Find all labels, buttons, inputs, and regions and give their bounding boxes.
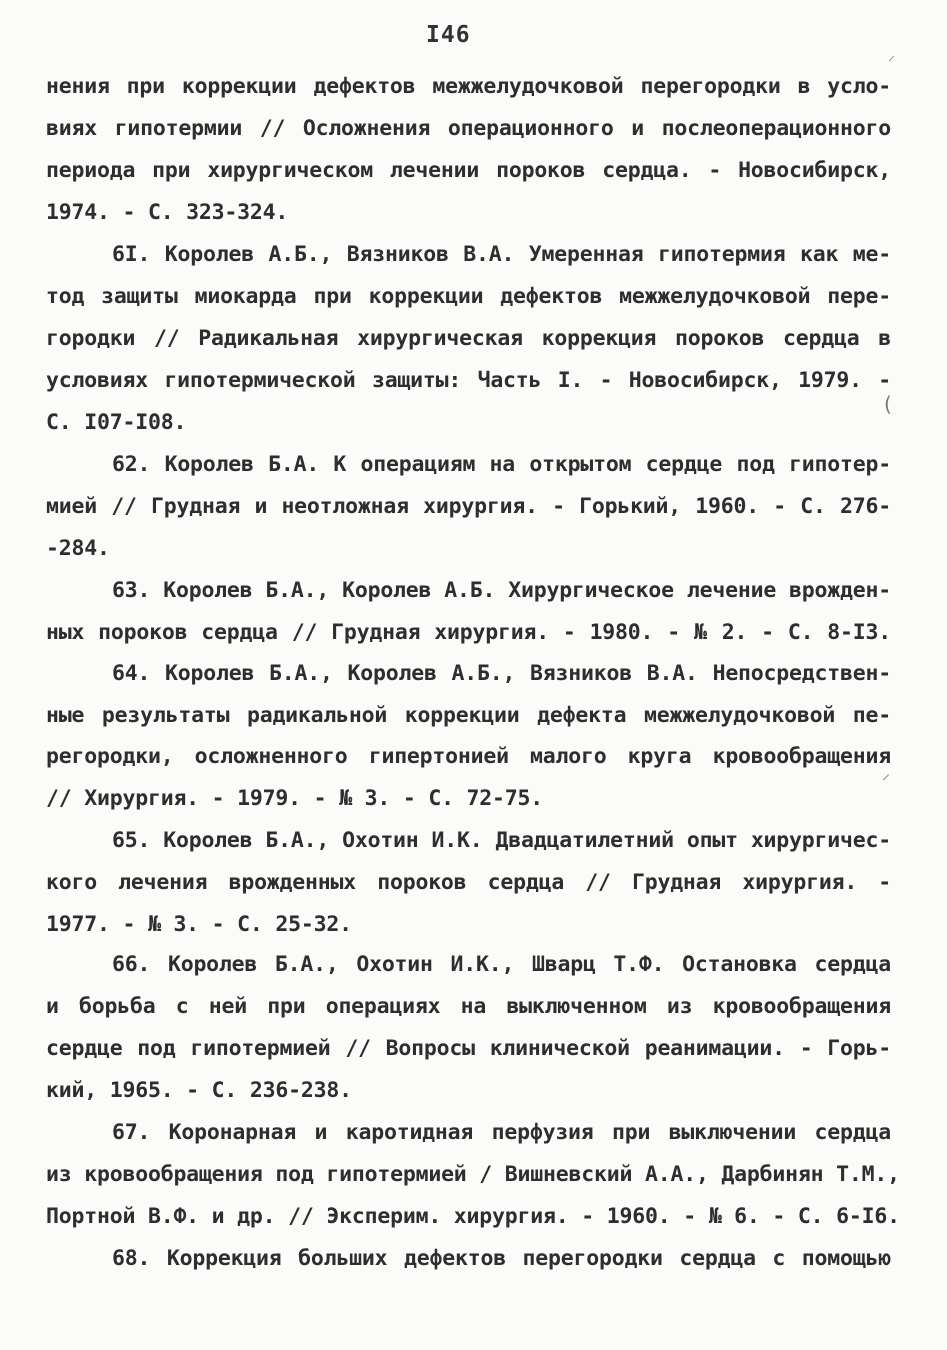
reference-65-start: 65. Королев Б.А., Охотин И.К. Двадцатилетний опыт хирургичес- [112,828,891,853]
text-line: периода при хирургическом лечении пороков сердца. - Новосибирск, [46,158,891,183]
page-number: I46 [426,22,471,48]
reference-68-start: 68. Коррекция больших дефектов перегородки сердца с помощью [112,1246,891,1271]
text-line: и борьба с ней при операциях на выключенном из кровообращения [46,994,891,1019]
text-line: нения при коррекции дефектов межжелудочковой перегородки в усло- [46,74,891,99]
reference-62-start: 62. Королев Б.А. К операциям на открытом сердце под гипотер- [112,452,891,477]
text-line: -284. [46,536,110,561]
text-line: кого лечения врожденных пороков сердца // Грудная хирургия. - [46,870,891,895]
text-line: // Хирургия. - 1979. - № 3. - С. 72-75. [46,786,544,811]
text-line: сердце под гипотермией // Вопросы клинической реанимации. - Горь- [46,1036,891,1061]
text-line: регородки, осложненного гипертонией малого круга кровообращения [46,744,891,769]
scan-mark-icon: ⸍ [888,54,895,70]
text-line: из кровообращения под гипотермией / Вишневский А.А., Дарбинян Т.М., [46,1162,900,1187]
scan-mark-icon: ( [884,392,892,416]
scan-mark-icon: ⸝ [882,764,891,783]
text-line: ных пороков сердца // Грудная хирургия. - 1980. - № 2. - С. 8-I3. [46,620,891,645]
text-line: городки // Радикальная хирургическая коррекция пороков сердца в [46,326,891,351]
text-line: мией // Грудная и неотложная хирургия. - Горький, 1960. - С. 276- [46,494,891,519]
text-line: Портной В.Ф. и др. // Эксперим. хирургия. - 1960. - № 6. - С. 6-I6. [46,1204,900,1229]
text-line: условиях гипотермической защиты: Часть I. - Новосибирск, 1979. - [46,368,891,393]
reference-63-start: 63. Королев Б.А., Королев А.Б. Хирургическое лечение врожден- [112,578,891,603]
text-line: 1974. - С. 323-324. [46,200,289,225]
text-line: кий, 1965. - С. 236-238. [46,1078,352,1103]
reference-64-start: 64. Королев Б.А., Королев А.Б., Вязников В.А. Непосредствен- [112,661,891,686]
reference-67-start: 67. Коронарная и каротидная перфузия при выключении сердца [112,1120,891,1145]
text-line: С. I07-I08. [46,410,187,435]
text-line: ные результаты радикальной коррекции дефекта межжелудочковой пе- [46,703,891,728]
reference-61-start: 6I. Королев А.Б., Вязников В.А. Умеренная гипотермия как ме- [112,242,891,267]
text-line: виях гипотермии // Осложнения операционного и послеоперационного [46,116,891,141]
text-line: 1977. - № 3. - С. 25-32. [46,912,352,937]
reference-66-start: 66. Королев Б.А., Охотин И.К., Шварц Т.Ф. Остановка сердца [112,952,891,977]
text-line: тод защиты миокарда при коррекции дефектов межжелудочковой пере- [46,284,891,309]
